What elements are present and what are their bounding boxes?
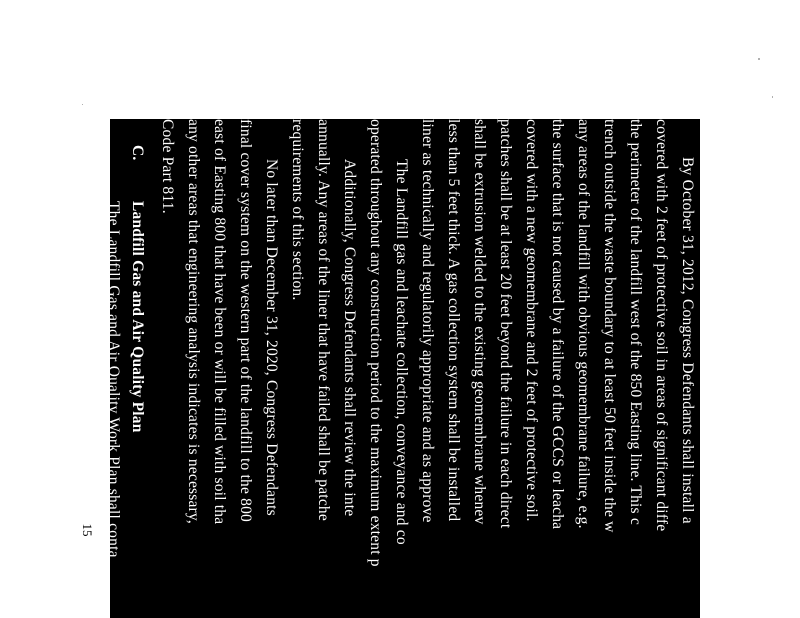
scan-speck: [772, 96, 773, 98]
text-line: trench outside the waste boundary to at least 50 feet inside the w: [601, 119, 618, 533]
text-line: The Landfill gas and leachate collection, conveyance and co: [393, 159, 410, 545]
text-line: final cover system on the western part of the landfill to the 800: [237, 119, 254, 522]
text-line: the surface that is not caused by a failure of the GCCS or leacha: [549, 119, 566, 530]
text-line: operated throughout any construction period to the maximum extent p: [367, 119, 384, 567]
page-number: 15: [80, 523, 95, 537]
text-line: requirements of this section.: [289, 119, 306, 301]
scan-speck: [82, 104, 83, 105]
text-line: liner as technically and regulatorily appropriate and as approve: [419, 119, 436, 523]
text-line: shall be extrusion welded to the existing geomembrane whenev: [471, 119, 488, 525]
scan-speck: [758, 58, 760, 60]
text-line: the perimeter of the landfill west of the 850 Easting line. This c: [627, 119, 644, 525]
text-line: east of Easting 800 that have been or will be filled with soil tha: [211, 119, 228, 525]
text-line: any other areas that engineering analysis indicates is necessary,: [185, 119, 202, 524]
section-heading: Landfill Gas and Air Quality Plan: [129, 201, 146, 433]
section-letter: C.: [129, 145, 146, 161]
text-line: covered with 2 feet of protective soil in areas of significant diffe: [653, 119, 670, 532]
text-line: covered with a new geomembrane and 2 feet of protective soil.: [523, 119, 540, 522]
text-line: Additionally, Congress Defendants shall review the inte: [341, 159, 358, 517]
text-line: Code Part 811.: [159, 119, 176, 214]
scanned-page-content: [105, 119, 700, 618]
text-line: patches shall be at least 20 feet beyond the failure in each direct: [497, 119, 514, 529]
text-line: The Landfill Gas and Air Quality Work Plan shall conta: [105, 201, 122, 558]
rotated-text-block: [105, 119, 700, 618]
text-line: By October 31, 2012, Congress Defendants shall install a: [679, 157, 696, 524]
text-line: annually. Any areas of the liner that have failed shall be patche: [315, 119, 332, 521]
text-line: less than 5 feet thick. A gas collection system shall be installed: [445, 119, 462, 522]
text-line: No later than December 31, 2020, Congress Defendants: [263, 159, 280, 516]
text-line: any areas of the landfill with obvious geomembrane failure, e.g.: [575, 119, 592, 529]
